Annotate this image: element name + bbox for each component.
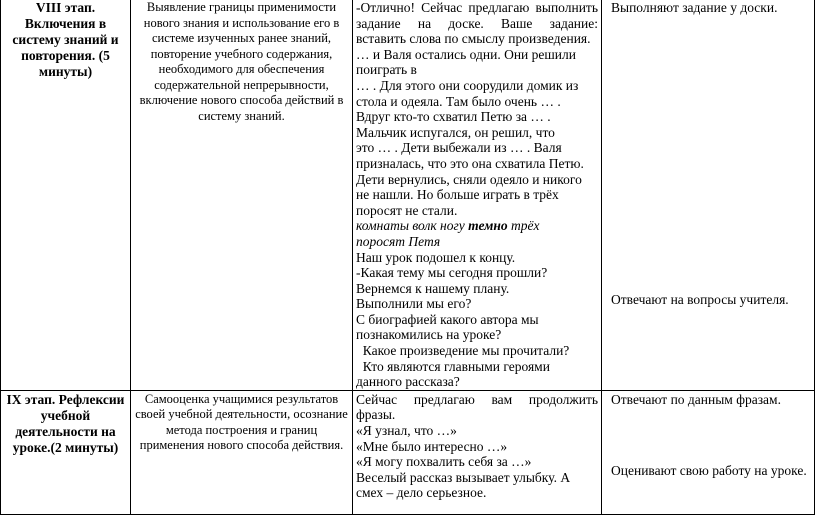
teacher-line: фразы. <box>356 407 396 423</box>
teacher-line: Сейчас предлагаю вам продолжить <box>356 391 598 407</box>
teacher-line: … и Валя остались одни. Они решили <box>356 46 576 62</box>
teacher-line: поросят не стали. <box>356 202 458 218</box>
teacher-text <box>356 0 598 390</box>
teacher-line: Вернемся к нашему плану. <box>356 280 510 296</box>
teacher-line: поиграть в <box>356 62 417 78</box>
word-bank-line <box>356 218 598 234</box>
teacher-line: Какое произведение мы прочитали? <box>356 343 570 359</box>
word-bank: комнаты волк ногу <box>356 218 469 234</box>
teacher-line: данного рассказа? <box>356 374 460 390</box>
teacher-line: «Мне было интересно …» <box>356 438 508 454</box>
table-row <box>1 390 815 514</box>
pupil-activity: Отвечают на вопросы учителя. <box>611 291 789 307</box>
teacher-line: «Я могу похвалить себя за …» <box>356 454 532 470</box>
teacher-line: -Какая тему мы сегодня прошли? <box>356 265 548 281</box>
teacher-line: Дети вернулись, сняли одеяло и никого <box>356 171 582 187</box>
word-bank: трёх <box>507 218 540 234</box>
pupil-cell <box>602 0 815 390</box>
teacher-line: познакомились на уроке? <box>356 327 502 343</box>
teacher-line: это … . Дети выбежали из … . Валя <box>356 140 562 156</box>
teacher-line: не нашли. Но больше играть в трёх <box>356 187 559 203</box>
teacher-line: задание на доске. Ваше задание: <box>356 15 598 31</box>
teacher-line: … . Для этого они соорудили домик из <box>356 77 579 93</box>
teacher-line: Веселый рассказ вызывает улыбку. А <box>356 469 571 485</box>
teacher-line: Выполнили мы его? <box>356 296 472 312</box>
word-bank-bold: темно <box>468 218 508 234</box>
teacher-line: «Я узнал, что …» <box>356 423 457 439</box>
teacher-line: Наш урок подошел к концу. <box>356 249 516 265</box>
teacher-line: вставить слова по смыслу произведения. <box>356 31 591 47</box>
teacher-line: Мальчик испугался, он решил, что <box>356 124 555 140</box>
teacher-line: Кто являются главными героями <box>356 358 550 374</box>
teacher-cell <box>353 390 602 514</box>
pupil-activity: Выполняют задание у доски. <box>611 0 778 15</box>
teacher-line: С биографией какого автора мы <box>356 311 539 327</box>
table-row <box>1 0 815 390</box>
pupil-activity: Отвечают по данным фразам. <box>611 391 781 407</box>
teacher-line: -Отлично! Сейчас предлагаю выполнить <box>356 0 598 15</box>
word-bank-line: поросят Петя <box>356 233 441 249</box>
teacher-line: призналась, что это она схватила Петю. <box>356 155 584 171</box>
teacher-text <box>356 392 598 501</box>
teacher-line: Вдруг кто-то схватил Петю за … . <box>356 109 551 125</box>
stage-title: IX этап. Рефлексии учебной деятельности на уроке.(2 минуты) <box>6 391 125 455</box>
goal-text: Самооценка учащимися результатов своей учебной деятельности, осознание метода построения и границ применения нового способа действия. <box>135 391 348 453</box>
teacher-line: стола и одеяла. Там было очень … . <box>356 93 561 109</box>
pupil-activity: Оценивают свою работу на уроке. <box>611 463 807 479</box>
stage-cell <box>1 0 131 390</box>
goal-cell <box>131 0 353 390</box>
teacher-line: смех – дело серьезное. <box>356 485 487 501</box>
stage-cell <box>1 390 131 514</box>
goal-cell <box>131 390 353 514</box>
teacher-cell <box>353 0 602 390</box>
pupil-cell <box>602 390 815 514</box>
goal-text: Выявление границы применимости нового знания и использование его в системе изученных ранее знаний, повторение учебного содержания, необходимого для обеспечения содержательной непрерывности, включение нового способа действий в систему знаний. <box>139 0 344 123</box>
stage-title: VIII этап. Включения в систему знаний и повторения. (5 минуты) <box>12 0 119 79</box>
